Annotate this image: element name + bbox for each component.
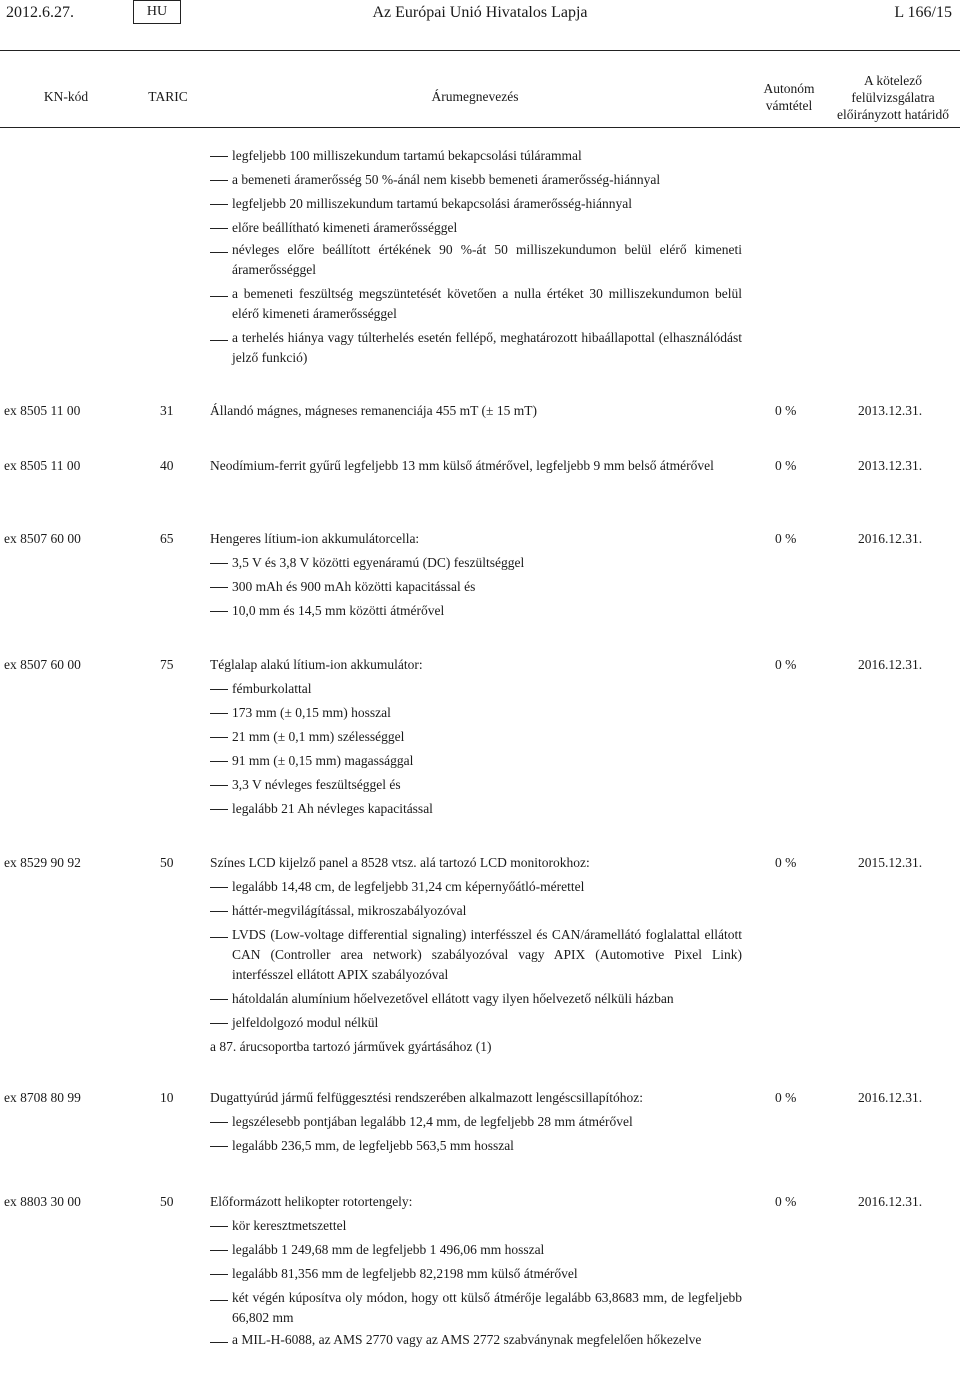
list-item: legalább 21 Ah névleges kapacitással: [210, 797, 742, 821]
list-item: jelfeldolgozó modul nélkül: [210, 1011, 742, 1035]
language-badge: HU: [133, 0, 181, 24]
page-header: [0, 0, 960, 26]
duty-rate: 0 %: [775, 1194, 797, 1209]
review-date: 2013.12.31.: [858, 458, 923, 473]
goods-description: [210, 527, 742, 623]
list-item: kör keresztmetszettel: [210, 1214, 742, 1238]
list-item: legszélesebb pontjában legalább 12,4 mm, de legfeljebb 28 mm átmérővel: [210, 1110, 742, 1134]
kn-code: ex 8505 11 00: [4, 403, 81, 418]
list-item: a bemeneti áramerősség 50 %-ánál nem kisebb bemeneti áramerősség-hiánnyal: [210, 168, 742, 192]
kn-code: ex 8529 90 92: [4, 855, 81, 870]
list-item: hátoldalán alumínium hőelvezetővel ellátott vagy ilyen hőelvezető nélküli házban: [210, 987, 742, 1011]
list-item: 300 mAh és 900 mAh közötti kapacitással és: [210, 575, 742, 599]
list-item: legalább 14,48 cm, de legfeljebb 31,24 cm képernyőátló-mérettel: [210, 875, 742, 899]
taric-code: 65: [160, 531, 174, 546]
review-date: 2016.12.31.: [858, 1194, 923, 1209]
duty-rate: 0 %: [775, 458, 797, 473]
col-period-line3: előirányzott határidő: [836, 107, 950, 122]
goods-description: [210, 653, 742, 821]
review-date: 2013.12.31.: [858, 403, 923, 418]
list-item: legfeljebb 20 milliszekundum tartamú bekapcsolási áramerősség-hiánnyal: [210, 192, 742, 216]
col-period-line1: A kötelező: [863, 73, 923, 88]
header-bottom-rule: [0, 127, 960, 128]
goods-title: Dugattyúrúd jármű felfüggesztési rendszerében alkalmazott lengéscsillapítóhoz:: [210, 1090, 643, 1105]
duty-rate: 0 %: [775, 1090, 797, 1105]
review-date: 2016.12.31.: [858, 657, 923, 672]
taric-code: 40: [160, 458, 174, 473]
review-date: 2015.12.31.: [858, 855, 923, 870]
list-item: legalább 236,5 mm, de legfeljebb 563,5 mm hosszal: [210, 1134, 742, 1158]
col-desc: Árumegnevezés: [431, 89, 519, 104]
list-item: fémburkolattal: [210, 677, 742, 701]
goods-description: [210, 1190, 742, 1350]
taric-code: 50: [160, 855, 174, 870]
col-rate-line1: Autonóm: [763, 81, 815, 96]
list-item: a bemeneti feszültség megszüntetését követően a nulla értéket 30 milliszekundumon belül elérő kimeneti áramerősséggel: [210, 284, 742, 324]
kn-code: ex 8507 60 00: [4, 657, 81, 672]
review-date: 2016.12.31.: [858, 531, 923, 546]
kn-code: ex 8708 80 99: [4, 1090, 81, 1105]
usage-note: a 87. árucsoportba tartozó járművek gyártásához (1): [210, 1039, 492, 1054]
list-item: két végén kúposítva oly módon, hogy ott külső átmérője legalább 63,8683 mm, de legfeljebb 66,802 mm: [210, 1288, 742, 1328]
duty-rate: 0 %: [775, 403, 797, 418]
journal-title: Az Európai Unió Hivatalos Lapja: [372, 4, 588, 21]
header-top-rule: [0, 50, 960, 51]
page-number: L 166/15: [894, 4, 952, 21]
duty-rate: 0 %: [775, 657, 797, 672]
list-item: háttér-megvilágítással, mikroszabályozóval: [210, 899, 742, 923]
goods-title: Állandó mágnes, mágneses remanenciája 455 mT (± 15 mT): [210, 403, 537, 418]
list-item: 173 mm (± 0,15 mm) hosszal: [210, 701, 742, 725]
goods-title: Hengeres lítium-ion akkumulátorcella:: [210, 531, 420, 546]
list-item: a terhelés hiánya vagy túlterhelés esetén fellépő, meghatározott hibaállapottal (elhasználódást jelző funkció): [210, 328, 742, 368]
kn-code: ex 8507 60 00: [4, 531, 81, 546]
kn-code: ex 8505 11 00: [4, 458, 81, 473]
continuation-list: [210, 144, 742, 368]
goods-title: Előformázott helikopter rotortengely:: [210, 1194, 413, 1209]
column-headers: [0, 52, 960, 136]
list-item: névleges előre beállított értékének 90 %-át 50 milliszekundumon belül elérő kimeneti áramerősséggel: [210, 240, 742, 280]
list-item: előre beállítható kimeneti áramerősséggel: [210, 216, 742, 240]
taric-code: 10: [160, 1090, 174, 1105]
list-item: a MIL-H-6088, az AMS 2770 vagy az AMS 2772 szabványnak megfelelően hőkezelve: [210, 1330, 742, 1350]
list-item: legfeljebb 100 milliszekundum tartamú bekapcsolási túlárammal: [210, 144, 742, 168]
list-item: legalább 81,356 mm de legfeljebb 82,2198 mm külső átmérővel: [210, 1262, 742, 1286]
kn-code: ex 8803 30 00: [4, 1194, 81, 1209]
list-item: 21 mm (± 0,1 mm) szélességgel: [210, 725, 742, 749]
taric-code: 50: [160, 1194, 174, 1209]
review-date: 2016.12.31.: [858, 1090, 923, 1105]
goods-title: Téglalap alakú lítium-ion akkumulátor:: [210, 657, 423, 672]
goods-description: [210, 1086, 742, 1158]
col-rate-line2: vámtétel: [765, 98, 813, 113]
duty-rate: 0 %: [775, 531, 797, 546]
goods-description: [210, 851, 742, 1059]
taric-code: 75: [160, 657, 174, 672]
col-taric: TARIC: [148, 89, 188, 104]
list-item: 91 mm (± 0,15 mm) magassággal: [210, 749, 742, 773]
col-kn: KN-kód: [43, 89, 89, 104]
list-item: 3,3 V névleges feszültséggel és: [210, 773, 742, 797]
duty-rate: 0 %: [775, 855, 797, 870]
list-item: LVDS (Low-voltage differential signaling) interfésszel és CAN/áramellátó foglalattal ellátott CAN (Controller area network) szabályozóval vagy APIX (Automotive Pixel Link) interfésszel ellátott APIX szabályozóval: [210, 925, 742, 985]
list-item: 10,0 mm és 14,5 mm közötti átmérővel: [210, 599, 742, 623]
publication-date: 2012.6.27.: [6, 4, 74, 21]
goods-title: Színes LCD kijelző panel a 8528 vtsz. alá tartozó LCD monitorokhoz:: [210, 855, 590, 870]
taric-code: 31: [160, 403, 174, 418]
list-item: 3,5 V és 3,8 V közötti egyenáramú (DC) feszültséggel: [210, 551, 742, 575]
col-period-line2: felülvizsgálatra: [851, 90, 935, 105]
list-item: legalább 1 249,68 mm de legfeljebb 1 496,06 mm hosszal: [210, 1238, 742, 1262]
goods-title: Neodímium-ferrit gyűrű legfeljebb 13 mm külső átmérővel, legfeljebb 9 mm belső átmérővel: [210, 458, 714, 473]
